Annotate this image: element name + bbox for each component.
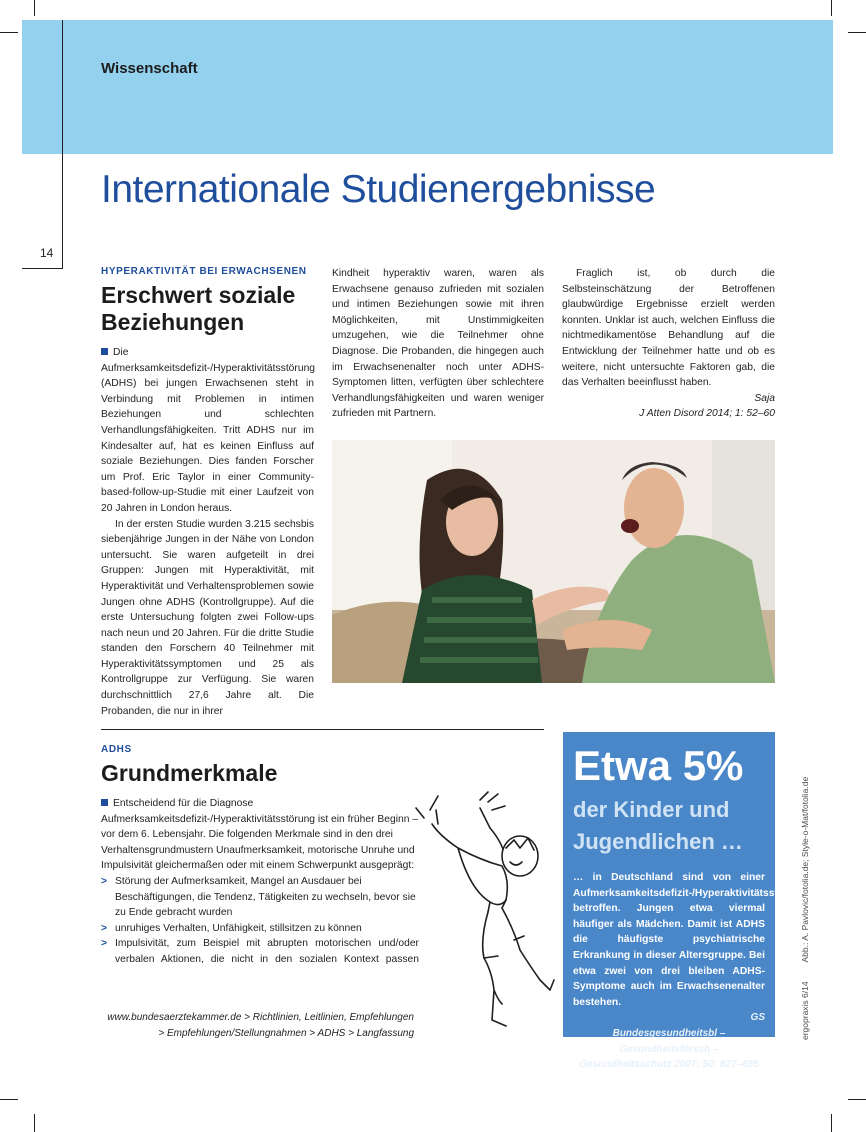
article2-kicker: ADHS <box>101 744 132 755</box>
bullet-square-icon <box>101 348 108 355</box>
article1-kicker: HYPERAKTIVITÄT BEI ERWACHSENEN <box>101 266 307 277</box>
article1-paragraph: Kindheit hyperaktiv waren, waren als Erwachsene genauso zufrieden mit sozialen und intimen Beziehungen sowie mit ihren Möglichkeiten, mit Unstimmigkeiten umzugehen, wie die Teilnehmer ohne Diagnose. Die Probanden, die hingegen auch im Erwachsenenalter noch unter ADHS-Symptomen litten, verfügten über schlechtere Verhandlungsfähigkeiten und waren weniger zufrieden mit Partnern. <box>332 268 544 420</box>
section-divider <box>101 729 544 730</box>
list-item: > Störung der Aufmerksamkeit, Mangel an Ausdauer bei Beschäftigungen, die Tendenz, Tätigkeiten zu wechseln, bevor sie zu Ende gebracht wurden <box>101 874 419 921</box>
stat-author: GS <box>750 1012 765 1024</box>
journal-credit <box>800 777 810 1040</box>
couple-argument-photo <box>332 440 775 683</box>
bullet-square-icon <box>101 799 108 806</box>
stat-text: … in Deutschland sind von einer Aufmerksamkeitsdefizit-/Hyperaktivitätsstörung betroffen. Jungen etwa viermal häufiger als Mädchen. Damit ist ADHS die häufigste psychiatrische Erkrankung in dieser Altersgruppe. Bei etwa zwei von drei bleiben ADHS-Symptome auch im Erwachsenenalter bestehen. <box>573 872 808 1008</box>
article2-intro <box>101 796 419 874</box>
article1-headline-line2: Beziehungen <box>101 309 245 335</box>
reference-link[interactable] <box>101 1010 414 1041</box>
reference-link-line2[interactable]: > Empfehlungen/Stellungnahmen > ADHS > Langfassung <box>158 1027 414 1039</box>
stat-subheadline-line1: der Kinder und <box>573 797 730 822</box>
article1-citation: J Atten Disord 2014; 1: 52–60 <box>639 408 775 420</box>
page-title: Internationale Studienergebnisse <box>101 168 656 211</box>
article1-column2 <box>332 266 544 422</box>
article1-paragraph: In der ersten Studie wurden 3.215 sechsbis siebenjährige Jungen in der Nähe von London untersucht. Sie waren aufgeteilt in drei Gruppen: Jungen mit Hyperaktivität, mit Hyperaktivität und Verhaltensproblemen sowie Jungen ohne ADHS (Kontrollgruppe). Auf die erste Untersuchung folgten zwei Follow-ups nach neun und 20 Jahren. Für die dritte Studie standen den Forschern 40 Teilnehmer mit Hyperaktivitätssymptomen und 25 als Kontrollgruppe zur Verfügung. Sie waren durchschnittlich 27,6 Jahre alt. Die Probanden, die nur in ihrer <box>101 518 314 717</box>
crop-mark <box>831 0 832 16</box>
article2 <box>101 744 419 968</box>
article1-column1 <box>101 266 314 719</box>
list-item: > unruhiges Verhalten, Unfähigkeit, stillsitzen zu können <box>101 921 419 937</box>
stat-subheadline-line2: Jugendlichen … <box>573 829 743 854</box>
image-credits: Abb.: A. Pavlovic/fotolia.de; Style-o-Mat/fotolia.de <box>800 776 810 963</box>
feature-list <box>101 874 419 968</box>
reference-link-line1[interactable]: www.bundesaerztekammer.de > Richtlinien, Leitlinien, Empfehlungen <box>107 1012 414 1023</box>
stat-source-line1: Bundesgesundheitsbl – Gesundheitsforsch – <box>612 1027 726 1055</box>
article1-headline-line1: Erschwert soziale <box>101 282 296 308</box>
list-item: > Impulsivität, zum Beispiel mit abrupten motorischen und/oder verbalen Aktionen, die nicht in den sozialen Kontext passen <box>101 936 419 967</box>
stat-subheadline <box>573 794 765 858</box>
crop-mark <box>34 0 35 16</box>
article1-body <box>101 345 314 719</box>
article2-headline: Grundmerkmale <box>101 760 278 786</box>
crop-mark <box>831 1114 832 1132</box>
margin-rule <box>62 20 63 269</box>
article1-headline <box>101 282 314 336</box>
article1-author: Saja <box>754 392 775 404</box>
section-label: Wissenschaft <box>101 60 198 77</box>
article1-paragraph: Fraglich ist, ob durch die Selbsteinschätzung der Betroffenen glaubwürdige Ergebnisse erzielt werden konnten. Unklar ist auch, welchen Einfluss die nichtmedikamentöse Behandlung auf die Entwicklung der Teilnehmer hatte und ob es weitere, nicht untersuchte Faktoren gab, die das Verhalten beeinflusst haben. <box>562 268 775 389</box>
stat-headline: Etwa 5% <box>573 742 744 789</box>
article2-body <box>101 796 419 968</box>
article1-column3 <box>562 266 775 422</box>
page-number-rule <box>22 268 62 269</box>
header-band <box>22 20 833 154</box>
restless-figure-drawing <box>410 790 560 1040</box>
couple-argument-illustration <box>332 440 775 683</box>
crop-mark <box>848 32 866 33</box>
crop-mark <box>848 1099 866 1100</box>
crop-mark <box>0 1099 18 1100</box>
page-number: 14 <box>40 246 54 260</box>
journal-name: ergopraxis 6/14 <box>800 981 810 1040</box>
stat-source-line2: Gesundheitsschutz 2007; 50: 827–835 <box>579 1059 759 1071</box>
article2-intro-text: Entscheidend für die Diagnose Aufmerksamkeitsdefizit-/Hyperaktivitätsstörung ist ein früher Beginn – vor dem 6. Lebensjahr. Die folgenden Merkmale sind in den drei Verhaltensgrundmustern Unaufmerksamkeit, motorische Unruhe und Impulsivität gleichermaßen oder mit einem Schwerpunkt ausgeprägt: <box>101 798 419 872</box>
crop-mark <box>0 32 18 33</box>
article1-paragraph <box>101 345 314 517</box>
article1-paragraph-text: Die Aufmerksamkeitsdefizit-/Hyperaktivitätsstörung (ADHS) bei jungen Erwachsenen steht in Verbindung mit Problemen in intimen Beziehungen und schlechten Verhandlungsfähigkeiten. Tritt ADHS nur im Kindesalter auf, hat es keinen Einfluss auf soziale Beziehungen. Dies fanden Forscher um Prof. Eric Taylor in einer Community-based-follow-up-Studie mit einer Laufzeit von 20 Jahren in London heraus. <box>101 347 316 514</box>
crop-mark <box>34 1114 35 1132</box>
